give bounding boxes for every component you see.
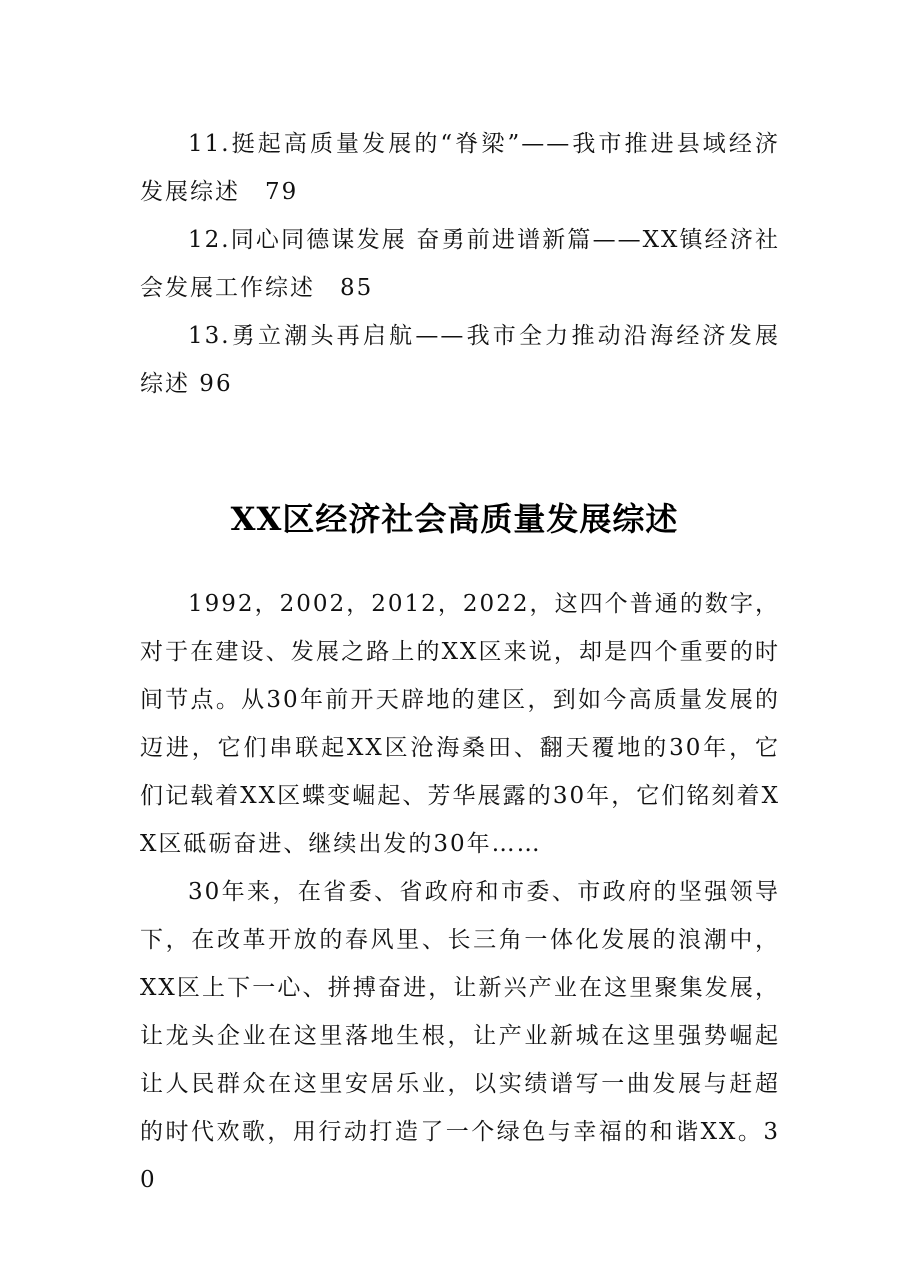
article-title: XX区经济社会高质量发展综述 (230, 500, 679, 538)
paragraph-1: 1992，2002，2012，2022，这四个普通的数字，对于在建设、发展之路上的XX区来说，却是四个重要的时间节点。从30年前开天辟地的建区，到如今高质量发展的迈进，它们串联起XX区沧海桑田、翻天覆地的30年，它们记载着XX区蝶变崛起、芳华展露的30年，它们铭刻着XX区砥砺奋进、继续出发的30年…… (140, 591, 780, 857)
toc-item-11: 11.挺起高质量发展的“脊梁”——我市推进县域经济发展综述 79 (140, 131, 780, 205)
toc-item-13: 13.勇立潮头再启航——我市全力推动沿海经济发展综述 96 (140, 323, 780, 397)
toc-item-12: 12.同心同德谋发展 奋勇前进谱新篇——XX镇经济社会发展工作综述 85 (140, 227, 780, 301)
article-body (140, 580, 780, 1204)
paragraph-2: 30年来，在省委、省政府和市委、市政府的坚强领导下，在改革开放的春风里、长三角一体化发展的浪潮中，XX区上下一心、拼搏奋进，让新兴产业在这里聚集发展，让龙头企业在这里落地生根，让产业新城在这里强势崛起让人民群众在这里安居乐业，以实绩谱写一曲发展与赶超的时代欢歌，用行动打造了一个绿色与幸福的和谐XX。30 (140, 879, 780, 1193)
table-of-contents (140, 120, 780, 408)
